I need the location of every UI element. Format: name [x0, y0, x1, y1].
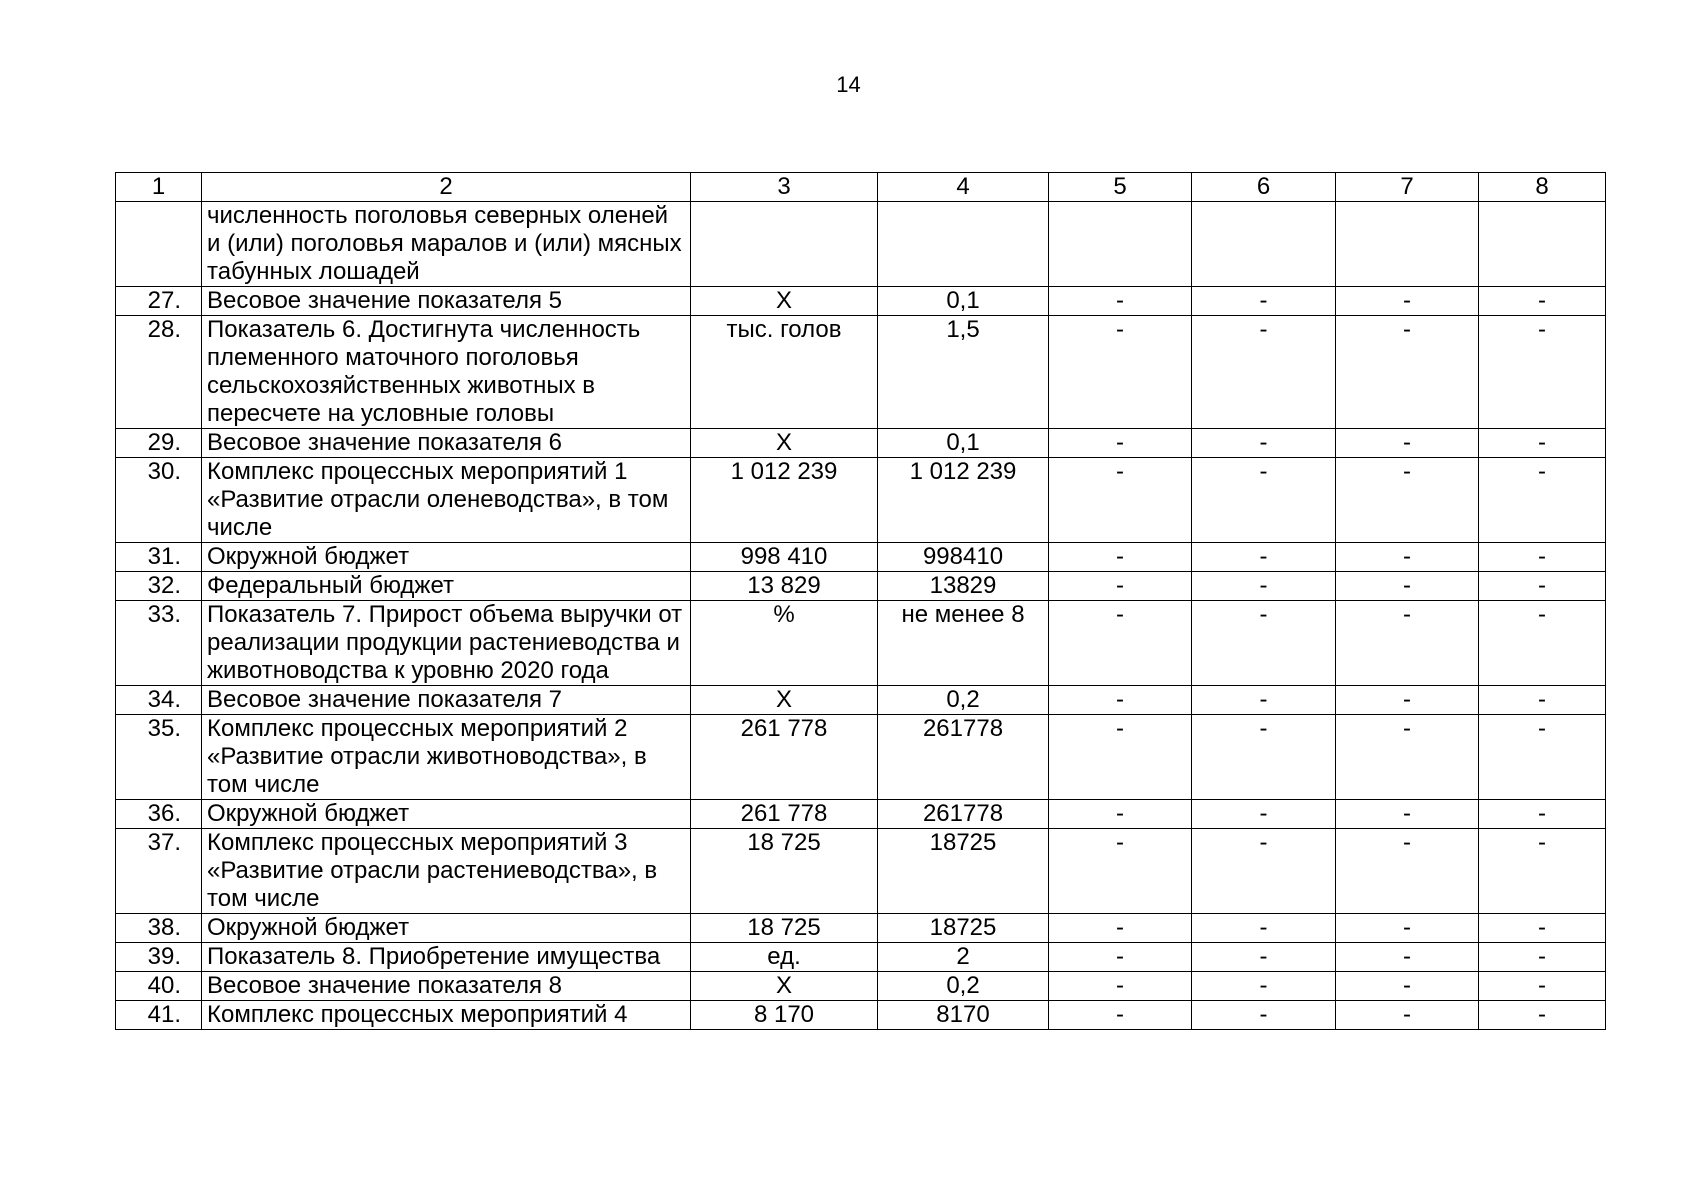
unit-cell: 18 725	[691, 914, 878, 943]
row-number-cell: 33.	[116, 601, 202, 686]
row-number-cell: 39.	[116, 943, 202, 972]
col6-cell: -	[1192, 543, 1336, 572]
indicator-name-cell: Весовое значение показателя 6	[202, 429, 691, 458]
indicator-name-cell: Весовое значение показателя 7	[202, 686, 691, 715]
col7-cell: -	[1336, 572, 1479, 601]
row-number-cell: 32.	[116, 572, 202, 601]
table-row	[116, 972, 1606, 1001]
indicator-name-cell: численность поголовья северных оленей и (или) поголовья маралов и (или) мясных табунных лошадей	[202, 202, 691, 287]
page-number: 14	[836, 72, 861, 97]
col8-cell: -	[1479, 572, 1606, 601]
value-cell: 1,5	[878, 316, 1049, 429]
col7-cell: -	[1336, 972, 1479, 1001]
unit-cell: Х	[691, 429, 878, 458]
unit-cell: 13 829	[691, 572, 878, 601]
value-cell: 998410	[878, 543, 1049, 572]
unit-cell	[691, 202, 878, 287]
col8-cell: -	[1479, 316, 1606, 429]
col8-cell: -	[1479, 429, 1606, 458]
col5-cell: -	[1049, 543, 1192, 572]
value-cell: не менее 8	[878, 601, 1049, 686]
unit-cell: 18 725	[691, 829, 878, 914]
col8-cell: -	[1479, 601, 1606, 686]
row-number-cell	[116, 202, 202, 287]
col5-cell: -	[1049, 800, 1192, 829]
indicator-name-cell: Показатель 7. Прирост объема выручки от реализации продукции растениеводства и животноводства к уровню 2020 года	[202, 601, 691, 686]
col5-cell: -	[1049, 686, 1192, 715]
col7-cell: -	[1336, 686, 1479, 715]
col5-cell: -	[1049, 458, 1192, 543]
table-row	[116, 458, 1606, 543]
row-number-cell: 38.	[116, 914, 202, 943]
col8-cell: -	[1479, 972, 1606, 1001]
col6-cell: -	[1192, 914, 1336, 943]
value-cell: 13829	[878, 572, 1049, 601]
row-number-cell: 27.	[116, 287, 202, 316]
header-col-6: 6	[1192, 173, 1336, 202]
col7-cell: -	[1336, 287, 1479, 316]
col8-cell: -	[1479, 543, 1606, 572]
unit-cell: 261 778	[691, 800, 878, 829]
col6-cell: -	[1192, 572, 1336, 601]
row-number-cell: 31.	[116, 543, 202, 572]
col5-cell: -	[1049, 1001, 1192, 1030]
col6-cell: -	[1192, 429, 1336, 458]
col5-cell	[1049, 202, 1192, 287]
table-row	[116, 800, 1606, 829]
col6-cell: -	[1192, 800, 1336, 829]
col7-cell: -	[1336, 914, 1479, 943]
indicator-name-cell: Комплекс процессных мероприятий 4	[202, 1001, 691, 1030]
col8-cell: -	[1479, 686, 1606, 715]
table-row	[116, 316, 1606, 429]
col8-cell: -	[1479, 715, 1606, 800]
col7-cell: -	[1336, 800, 1479, 829]
table-row	[116, 715, 1606, 800]
col8-cell: -	[1479, 287, 1606, 316]
table-row	[116, 429, 1606, 458]
header-col-3: 3	[691, 173, 878, 202]
col7-cell: -	[1336, 458, 1479, 543]
value-cell: 1 012 239	[878, 458, 1049, 543]
indicator-name-cell: Комплекс процессных мероприятий 1 «Развитие отрасли оленеводства», в том числе	[202, 458, 691, 543]
header-col-8: 8	[1479, 173, 1606, 202]
col6-cell: -	[1192, 316, 1336, 429]
row-number-cell: 29.	[116, 429, 202, 458]
col7-cell	[1336, 202, 1479, 287]
row-number-cell: 37.	[116, 829, 202, 914]
col6-cell: -	[1192, 1001, 1336, 1030]
col7-cell: -	[1336, 429, 1479, 458]
table-body	[116, 202, 1606, 1030]
col6-cell: -	[1192, 972, 1336, 1001]
col8-cell: -	[1479, 1001, 1606, 1030]
table-row	[116, 914, 1606, 943]
col6-cell: -	[1192, 686, 1336, 715]
table-row	[116, 943, 1606, 972]
col6-cell: -	[1192, 287, 1336, 316]
row-number-cell: 35.	[116, 715, 202, 800]
col5-cell: -	[1049, 943, 1192, 972]
col5-cell: -	[1049, 972, 1192, 1001]
indicator-name-cell: Комплекс процессных мероприятий 2 «Развитие отрасли животноводства», в том числе	[202, 715, 691, 800]
value-cell: 0,1	[878, 287, 1049, 316]
table-row	[116, 202, 1606, 287]
col6-cell: -	[1192, 601, 1336, 686]
header-col-7: 7	[1336, 173, 1479, 202]
row-number-cell: 36.	[116, 800, 202, 829]
indicator-name-cell: Окружной бюджет	[202, 914, 691, 943]
unit-cell: 261 778	[691, 715, 878, 800]
unit-cell: Х	[691, 287, 878, 316]
row-number-cell: 40.	[116, 972, 202, 1001]
col6-cell: -	[1192, 829, 1336, 914]
row-number-cell: 28.	[116, 316, 202, 429]
header-col-1: 1	[116, 173, 202, 202]
col7-cell: -	[1336, 829, 1479, 914]
unit-cell: %	[691, 601, 878, 686]
row-number-cell: 41.	[116, 1001, 202, 1030]
row-number-cell: 34.	[116, 686, 202, 715]
col5-cell: -	[1049, 429, 1192, 458]
header-col-4: 4	[878, 173, 1049, 202]
col7-cell: -	[1336, 943, 1479, 972]
col7-cell: -	[1336, 1001, 1479, 1030]
col5-cell: -	[1049, 601, 1192, 686]
col8-cell: -	[1479, 943, 1606, 972]
row-number-cell: 30.	[116, 458, 202, 543]
indicator-name-cell: Федеральный бюджет	[202, 572, 691, 601]
unit-cell: Х	[691, 686, 878, 715]
unit-cell: 1 012 239	[691, 458, 878, 543]
col6-cell: -	[1192, 715, 1336, 800]
indicators-table	[115, 172, 1606, 1030]
col5-cell: -	[1049, 287, 1192, 316]
col6-cell	[1192, 202, 1336, 287]
value-cell: 261778	[878, 715, 1049, 800]
col5-cell: -	[1049, 572, 1192, 601]
table-row	[116, 543, 1606, 572]
unit-cell: 8 170	[691, 1001, 878, 1030]
table-row	[116, 572, 1606, 601]
indicator-name-cell: Показатель 8. Приобретение имущества	[202, 943, 691, 972]
col5-cell: -	[1049, 914, 1192, 943]
indicator-name-cell: Весовое значение показателя 5	[202, 287, 691, 316]
value-cell: 261778	[878, 800, 1049, 829]
value-cell: 0,2	[878, 686, 1049, 715]
value-cell: 8170	[878, 1001, 1049, 1030]
value-cell: 2	[878, 943, 1049, 972]
indicator-name-cell: Весовое значение показателя 8	[202, 972, 691, 1001]
value-cell: 0,2	[878, 972, 1049, 1001]
indicator-name-cell: Окружной бюджет	[202, 800, 691, 829]
value-cell: 0,1	[878, 429, 1049, 458]
col5-cell: -	[1049, 715, 1192, 800]
header-col-2: 2	[202, 173, 691, 202]
col8-cell: -	[1479, 829, 1606, 914]
unit-cell: 998 410	[691, 543, 878, 572]
unit-cell: ед.	[691, 943, 878, 972]
value-cell: 18725	[878, 829, 1049, 914]
col8-cell: -	[1479, 914, 1606, 943]
col5-cell: -	[1049, 829, 1192, 914]
col7-cell: -	[1336, 316, 1479, 429]
col6-cell: -	[1192, 458, 1336, 543]
header-row	[116, 173, 1606, 202]
col8-cell: -	[1479, 458, 1606, 543]
table-row	[116, 829, 1606, 914]
col7-cell: -	[1336, 601, 1479, 686]
header-col-5: 5	[1049, 173, 1192, 202]
table-header	[116, 173, 1606, 202]
table-row	[116, 686, 1606, 715]
col6-cell: -	[1192, 943, 1336, 972]
unit-cell: Х	[691, 972, 878, 1001]
unit-cell: тыс. голов	[691, 316, 878, 429]
col7-cell: -	[1336, 543, 1479, 572]
col5-cell: -	[1049, 316, 1192, 429]
indicator-name-cell: Комплекс процессных мероприятий 3 «Развитие отрасли растениеводства», в том числе	[202, 829, 691, 914]
col8-cell: -	[1479, 800, 1606, 829]
col8-cell	[1479, 202, 1606, 287]
value-cell: 18725	[878, 914, 1049, 943]
table-row	[116, 287, 1606, 316]
table-row	[116, 1001, 1606, 1030]
value-cell	[878, 202, 1049, 287]
col7-cell: -	[1336, 715, 1479, 800]
indicator-name-cell: Окружной бюджет	[202, 543, 691, 572]
indicator-name-cell: Показатель 6. Достигнута численность племенного маточного поголовья сельскохозяйственных животных в пересчете на условные головы	[202, 316, 691, 429]
table-row	[116, 601, 1606, 686]
